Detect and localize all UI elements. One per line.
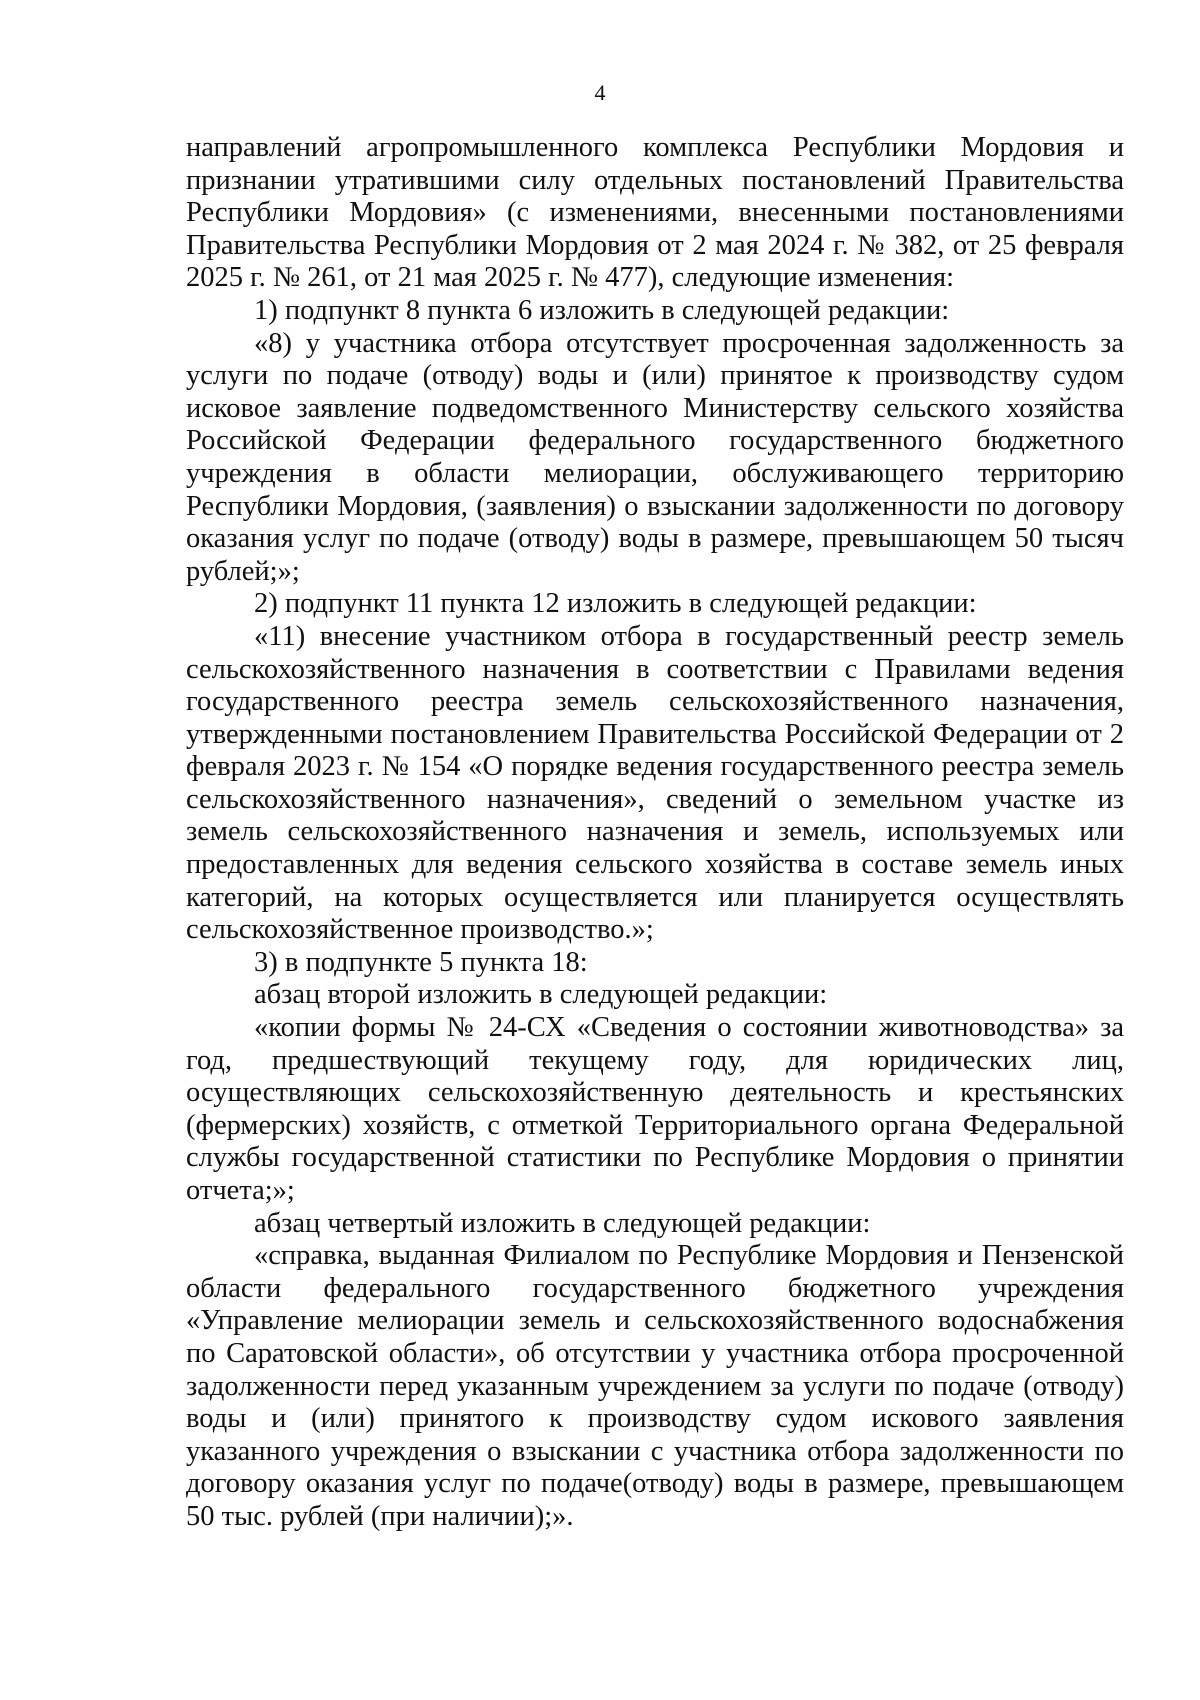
document-body <box>186 132 1124 1534</box>
page-number: 4 <box>594 80 606 105</box>
paragraph-fourth-clause-text: «справка, выданная Филиалом по Республике Мордовия и Пензенской области федерального государственного бюджетного учреждения «Управление мелиорации земель и сельскохозяйственного водоснабжения по Саратовской области», об отсутствии у участника отбора просроченной задолженности перед указанным учреждением за услуги по подаче (отводу) воды и (или) принятого к производству судом искового заявления указанного учреждения о взыскании с участника отбора задолженности по договору оказания услуг по подаче(отводу) воды в размере, превышающем 50 тыс. рублей (при наличии);». <box>186 1240 1124 1532</box>
paragraph-fourth-clause-heading: абзац четвертый изложить в следующей редакции: <box>254 1207 871 1239</box>
paragraph-item-2: 2) подпункт 11 пункта 12 изложить в следующей редакции: <box>254 588 977 620</box>
paragraph-second-clause-heading: абзац второй изложить в следующей редакции: <box>254 979 828 1011</box>
paragraph-item-3: 3) в подпункте 5 пункта 18: <box>254 946 588 978</box>
paragraph-subitem-11-text: «11) внесение участником отбора в государственный реестр земель сельскохозяйственного назначения в соответствии с Правилами ведения государственного реестра земель сельскохозяйственного назначения, утвержденными постановлением Правительства Российской Федерации от 2 февраля 2023 г. № 154 «О порядке ведения государственного реестра земель сельскохозяйственного назначения», сведений о земельном участке из земель сельскохозяйственного назначения и земель, используемых или предоставленных для ведения сельского хозяйства в составе земель иных категорий, на которых осуществляется или планируется осуществлять сельскохозяйственное производство.»; <box>186 620 1124 946</box>
paragraph-second-clause-text: «копии формы № 24-СХ «Сведения о состоянии животноводства» за год, предшествующий текущему году, для юридических лиц, осуществляющих сельскохозяйственную деятельность и крестьянских (фермерских) хозяйств, с отметкой Территориального органа Федеральной службы государственной статистики по Республике Мордовия о принятии отчета;»; <box>186 1012 1124 1206</box>
paragraph-continuation: направлений агропромышленного комплекса Республики Мордовия и признании утратившими силу отдельных постановлений Правительства Республики Мордовия» (с изменениями, внесенными постановлениями Правительства Республики Мордовия от 2 мая 2024 г. № 382, от 25 февраля 2025 г. № 261, от 21 мая 2025 г. № 477), следующие изменения: <box>186 132 1124 294</box>
paragraph-subitem-8-text: «8) у участника отбора отсутствует просроченная задолженность за услуги по подаче (отводу) воды и (или) принятое к производству судом исковое заявление подведомственного Министерству сельского хозяйства Российской Федерации федерального государственного бюджетного учреждения в области мелиорации, обслуживающего территорию Республики Мордовия, (заявления) о взыскании задолженности по договору оказания услуг по подаче (отводу) воды в размере, превышающем 50 тысяч рублей;»; <box>186 327 1124 587</box>
paragraph-item-1: 1) подпункт 8 пункта 6 изложить в следующей редакции: <box>254 294 950 326</box>
